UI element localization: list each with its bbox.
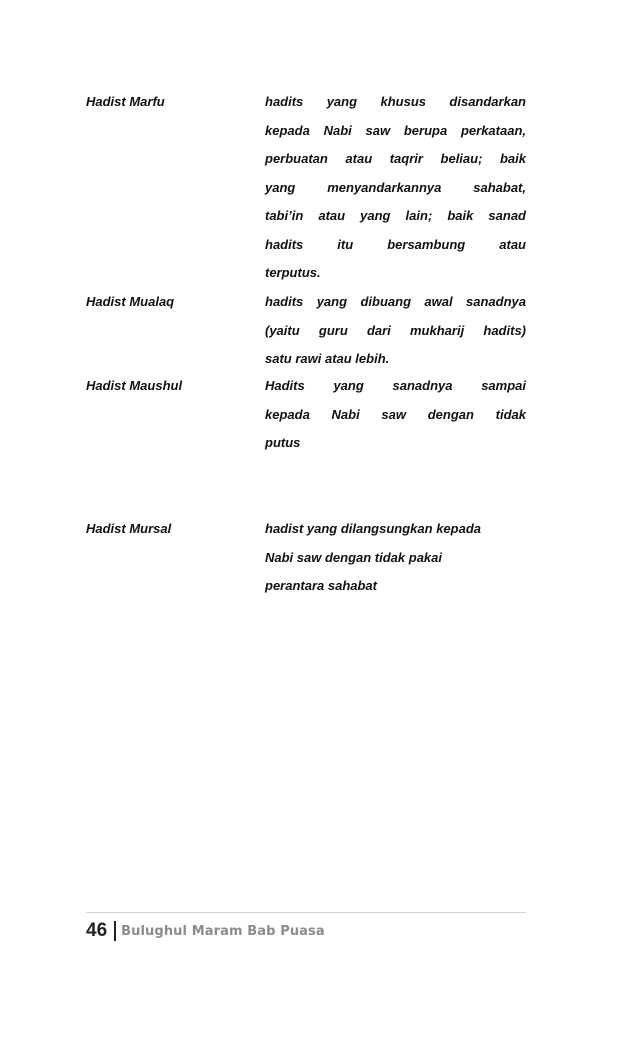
definition-line: yang menyandarkannya sahabat, <box>265 179 526 195</box>
definition-line: putus <box>265 435 301 450</box>
definition-line: perantara sahabat <box>265 578 377 593</box>
page-footer <box>86 917 325 945</box>
term-definition <box>265 88 526 288</box>
term-label: Hadist Mursal <box>86 521 172 536</box>
definition-line: Nabi saw dengan tidak pakai <box>265 549 442 565</box>
definition-line: kepada Nabi saw dengan tidak <box>265 406 526 422</box>
term-definition <box>265 288 526 374</box>
book-title: Bulughul Maram Bab Puasa <box>121 923 325 939</box>
definition-line: satu rawi atau lebih. <box>265 351 390 366</box>
term-label: Hadist Maushul <box>86 378 183 393</box>
definition-line: hadits yang khusus disandarkan <box>265 94 526 109</box>
footer-separator <box>114 921 116 941</box>
footer-divider <box>86 912 526 913</box>
definition-line: Hadits yang sanadnya sampai <box>265 378 526 393</box>
page-number: 46 <box>86 920 108 941</box>
definition-line: terputus. <box>265 265 321 280</box>
definition-line: perbuatan atau taqrir beliau; baik <box>265 151 526 166</box>
term-label: Hadist Marfu <box>86 94 165 109</box>
definition-line: (yaitu guru dari mukharij hadits) <box>265 322 526 338</box>
definition-line: hadits itu bersambung atau <box>265 236 526 252</box>
definition-line: kepada Nabi saw berupa perkataan, <box>265 122 526 138</box>
term-definition <box>265 372 526 458</box>
term-definition <box>265 515 526 601</box>
definition-line: hadist yang dilangsungkan kepada <box>265 521 481 536</box>
term-label: Hadist Mualaq <box>86 294 175 309</box>
definition-line: hadits yang dibuang awal sanadnya <box>265 294 526 309</box>
definition-line: tabi’in atau yang lain; baik sanad <box>265 208 526 223</box>
